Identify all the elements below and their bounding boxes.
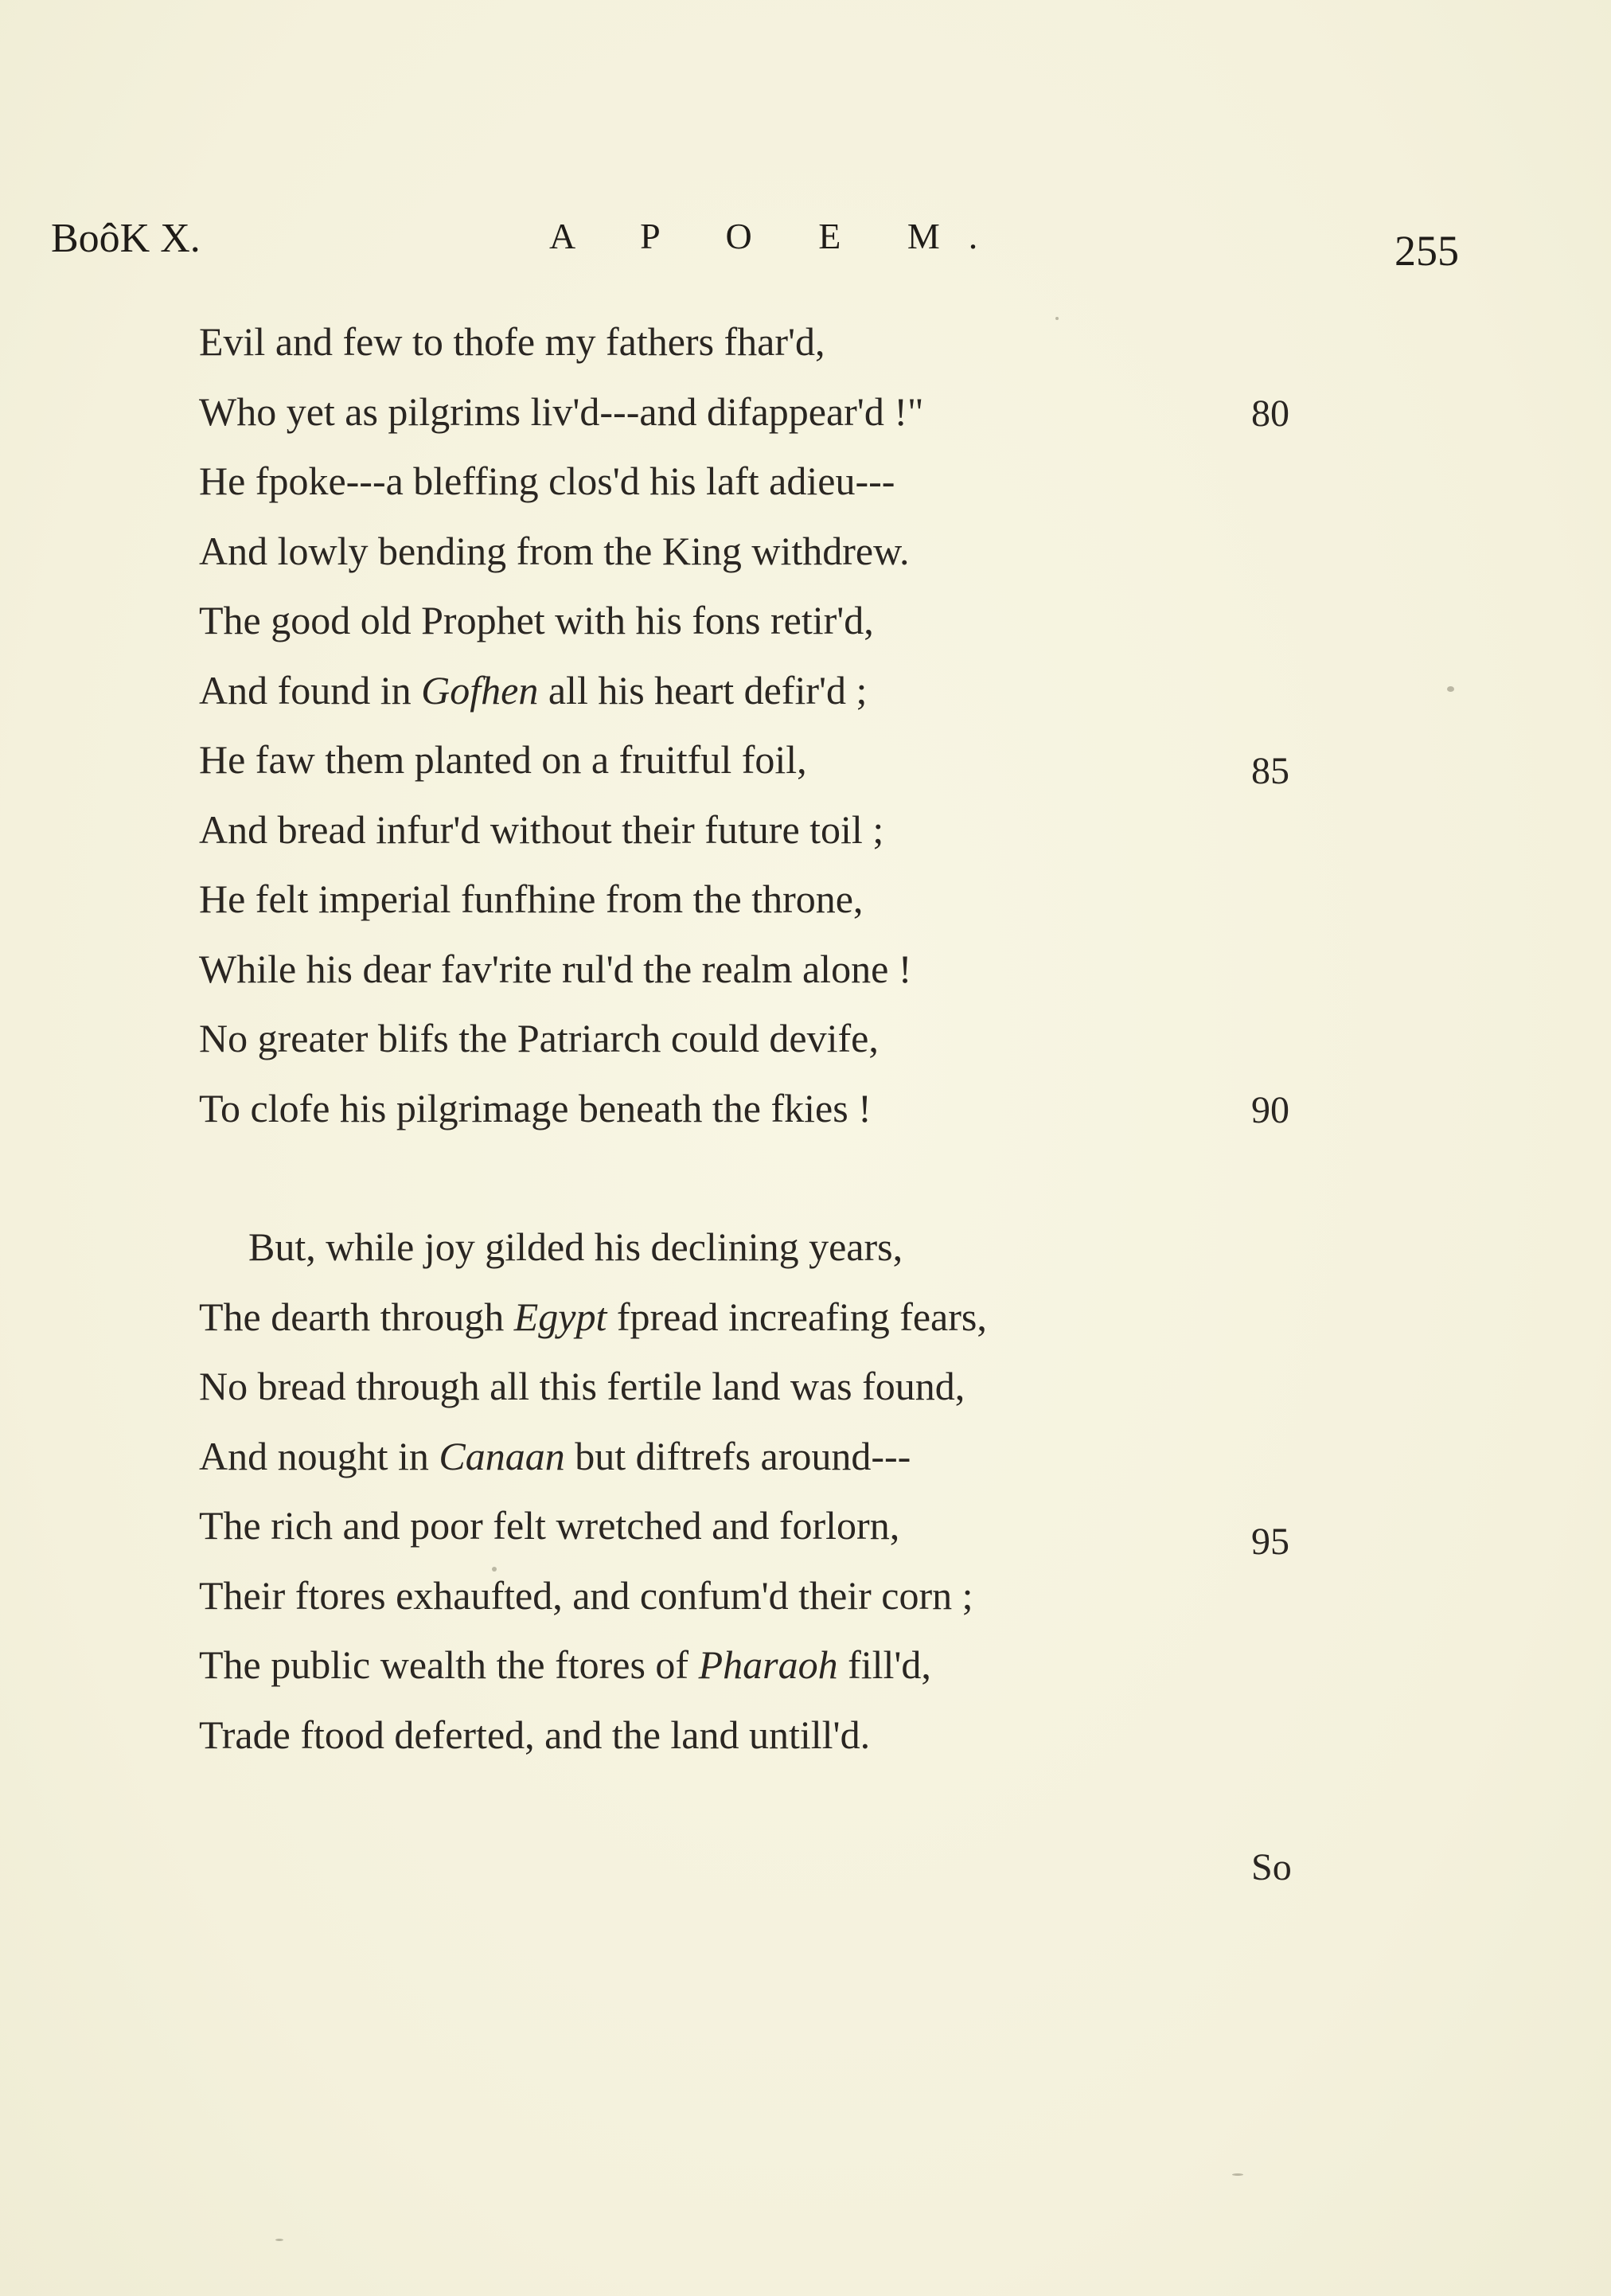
verse-line: But, while joy gilded his declining years, (248, 1224, 903, 1269)
verse-line: He felt imperial funfhine from the throne, (199, 877, 864, 921)
verse-line: And found in Gofhen all his heart defir'd ; (199, 668, 868, 713)
verse-line: The public wealth the ftores of Pharaoh fill'd, (199, 1642, 931, 1687)
verse-line: He fpoke---a bleffing clos'd his laft adieu--- (199, 459, 895, 503)
book-label: BoôK X. (51, 216, 201, 261)
line-number: 80 (1251, 392, 1289, 435)
line-number: 85 (1251, 750, 1289, 792)
verse-line: The rich and poor felt wretched and forlorn, (199, 1503, 900, 1548)
line-number: 95 (1251, 1521, 1289, 1563)
verse-line: And lowly bending from the King withdrew. (199, 529, 910, 573)
page-number: 255 (1395, 227, 1459, 275)
verse-line: The dearth through Egypt fpread increafing fears, (199, 1294, 987, 1339)
verse-line: No greater blifs the Patriarch could devife, (199, 1016, 879, 1060)
running-title: A P O E M. (549, 216, 1007, 256)
line-number: 90 (1251, 1089, 1289, 1131)
verse-line: The good old Prophet with his fons retir'd, (199, 598, 874, 642)
paper-speck (275, 2239, 283, 2241)
verse-line: And bread infur'd without their future toil ; (199, 807, 884, 852)
verse-line: Who yet as pilgrims liv'd---and difappear'd !" (199, 389, 924, 434)
running-header (0, 215, 1611, 275)
verse-line: To clofe his pilgrimage beneath the fkies ! (199, 1086, 872, 1130)
verse-line: He faw them planted on a fruitful foil, (199, 737, 807, 782)
verse-line: While his dear fav'rite rul'd the realm alone ! (199, 947, 912, 991)
paper-speck (1447, 686, 1454, 692)
verse-line: Their ftores exhaufted, and confum'd their corn ; (199, 1573, 973, 1618)
paper-speck (1055, 317, 1059, 320)
verse-line: Trade ftood deferted, and the land untill'd. (199, 1712, 871, 1757)
verse-line: Evil and few to thofe my fathers fhar'd, (199, 319, 825, 364)
verse-line: And nought in Canaan but diftrefs around--- (199, 1434, 911, 1478)
paper-speck (492, 1567, 497, 1572)
verse-line: No bread through all this fertile land was found, (199, 1364, 965, 1408)
catchword: So (1251, 1846, 1292, 1888)
paper-speck (1232, 2173, 1243, 2176)
